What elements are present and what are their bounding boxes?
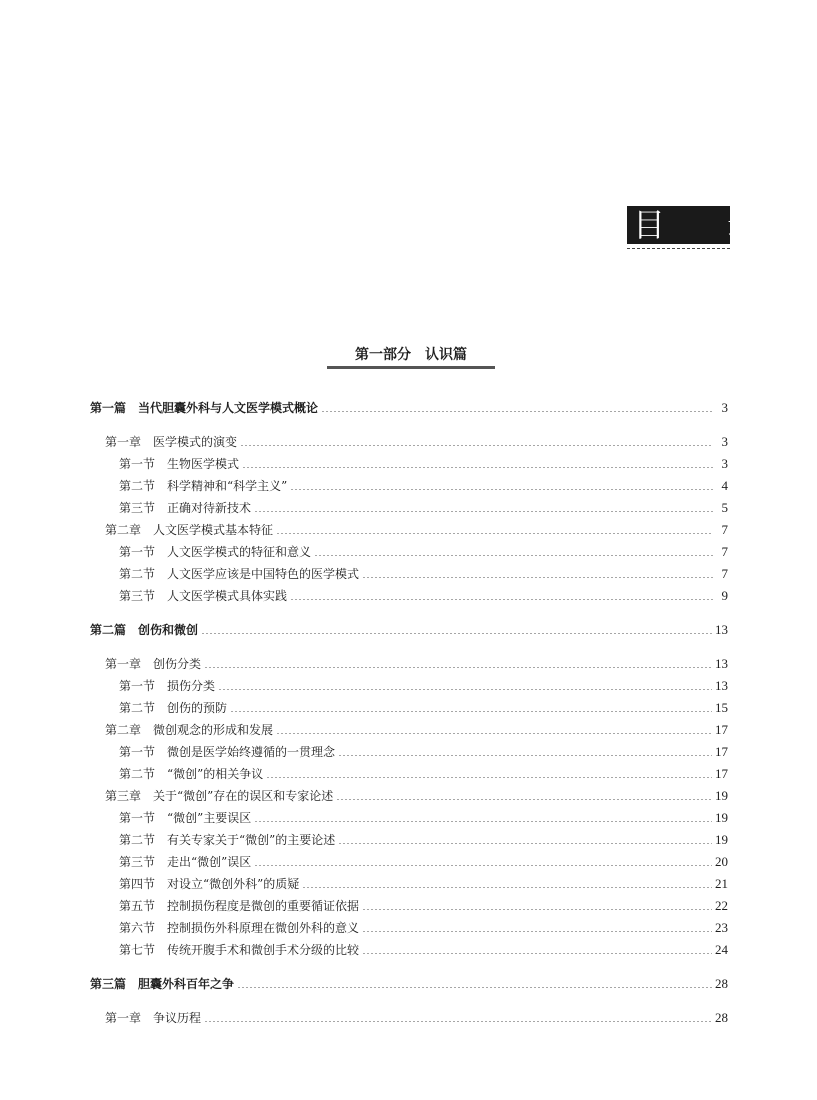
toc-entry[interactable] [90, 398, 728, 418]
toc-leader-dots [218, 689, 712, 690]
toc-entry[interactable] [90, 786, 728, 806]
part-title: 第一部分 认识篇 [355, 347, 467, 363]
toc-entry-label: 第三节 走出“微创”误区 [119, 855, 252, 869]
toc-leader-dots [362, 953, 712, 954]
toc-leader-dots [321, 411, 713, 412]
toc-entry-page: 20 [715, 854, 728, 869]
toc-entry-label: 第六节 控制损伤外科原理在微创外科的意义 [119, 921, 360, 935]
toc-leader-dots [338, 843, 712, 844]
toc-entry-label: 第二章 人文医学模式基本特征 [105, 523, 274, 537]
toc-entry[interactable] [90, 1008, 728, 1028]
toc-entry[interactable] [90, 432, 728, 452]
toc-entry-page: 7 [721, 544, 728, 559]
toc-entry-label: 第一章 争议历程 [105, 1011, 202, 1025]
toc-entry-label: 第二篇 创伤和微创 [90, 623, 199, 637]
toc-leader-dots [237, 987, 712, 988]
toc-entry[interactable] [90, 720, 728, 740]
toc-entry[interactable] [90, 874, 728, 894]
toc-leader-dots [314, 555, 713, 556]
toc-entry[interactable] [90, 808, 728, 828]
toc-entry-label: 第三篇 胆囊外科百年之争 [90, 977, 235, 991]
toc-entry[interactable] [90, 698, 728, 718]
toc-leader-dots [302, 887, 712, 888]
toc-entry[interactable] [90, 896, 728, 916]
toc-entry[interactable] [90, 564, 728, 584]
toc-leader-dots [254, 821, 712, 822]
toc-entry-page: 17 [715, 722, 728, 737]
part-underline [327, 366, 495, 369]
toc-entry[interactable] [90, 830, 728, 850]
toc-entry[interactable] [90, 654, 728, 674]
toc-entry-page: 28 [715, 1010, 728, 1025]
toc-leader-dots [338, 755, 712, 756]
toc-entry-label: 第二节 人文医学应该是中国特色的医学模式 [119, 567, 360, 581]
toc-entry-page: 15 [715, 700, 728, 715]
toc-entry-label: 第二节 创伤的预防 [119, 701, 228, 715]
toc-entry-page: 19 [715, 832, 728, 847]
toc-entry[interactable] [90, 542, 728, 562]
toc-leader-dots [204, 667, 712, 668]
toc-entry[interactable] [90, 620, 728, 640]
toc-entry[interactable] [90, 676, 728, 696]
toc-entry-page: 21 [715, 876, 728, 891]
toc-entry-page: 17 [715, 744, 728, 759]
toc-entry[interactable] [90, 586, 728, 606]
toc-entry-label: 第一节 损伤分类 [119, 679, 216, 693]
toc-entry[interactable] [90, 476, 728, 496]
toc-entry-label: 第二节 有关专家关于“微创”的主要论述 [119, 833, 336, 847]
toc-entry-page: 13 [715, 622, 728, 637]
toc-leader-dots [362, 931, 712, 932]
toc-title: 目 录 [627, 206, 730, 244]
toc-entry-label: 第三节 正确对待新技术 [119, 501, 252, 515]
toc-leader-dots [201, 633, 712, 634]
toc-entry-page: 24 [715, 942, 728, 957]
toc-leader-dots [276, 533, 713, 534]
toc-entry-label: 第一节 生物医学模式 [119, 457, 240, 471]
toc-leader-dots [254, 511, 713, 512]
toc-leader-dots [266, 777, 712, 778]
toc-entry-label: 第一章 创伤分类 [105, 657, 202, 671]
toc-entry-label: 第一篇 当代胆囊外科与人文医学模式概论 [90, 401, 319, 415]
toc-entry-label: 第二章 微创观念的形成和发展 [105, 723, 274, 737]
toc-entry-label: 第一节 人文医学模式的特征和意义 [119, 545, 312, 559]
toc-entry-label: 第一节 “微创”主要误区 [119, 811, 252, 825]
toc-entry-page: 7 [721, 522, 728, 537]
toc-entry-label: 第三节 人文医学模式具体实践 [119, 589, 288, 603]
toc-entry-page: 17 [715, 766, 728, 781]
toc-leader-dots [242, 467, 713, 468]
toc-entry[interactable] [90, 498, 728, 518]
toc-entry-page: 13 [715, 678, 728, 693]
toc-entry-page: 7 [721, 566, 728, 581]
toc-entry-label: 第二节 “微创”的相关争议 [119, 767, 264, 781]
toc-entry[interactable] [90, 852, 728, 872]
toc-entry[interactable] [90, 454, 728, 474]
toc-leader-dots [290, 599, 713, 600]
toc-entry[interactable] [90, 974, 728, 994]
toc-entry-page: 28 [715, 976, 728, 991]
toc-entry-label: 第二节 科学精神和“科学主义” [119, 479, 288, 493]
toc-entry-label: 第一章 医学模式的演变 [105, 435, 238, 449]
toc-leader-dots [336, 799, 712, 800]
toc-entry-label: 第五节 控制损伤程度是微创的重要循证依据 [119, 899, 360, 913]
toc-entry-page: 13 [715, 656, 728, 671]
toc-leader-dots [290, 489, 713, 490]
toc-entry-page: 3 [721, 456, 728, 471]
toc-entry[interactable] [90, 918, 728, 938]
toc-leader-dots [204, 1021, 712, 1022]
toc-entry[interactable] [90, 520, 728, 540]
toc-entry-label: 第四节 对设立“微创外科”的质疑 [119, 877, 300, 891]
toc-entry-page: 19 [715, 788, 728, 803]
toc-entry-page: 23 [715, 920, 728, 935]
toc-entry-page: 4 [721, 478, 728, 493]
toc-entry-page: 3 [721, 400, 728, 415]
toc-entry-page: 3 [721, 434, 728, 449]
toc-entry-page: 5 [721, 500, 728, 515]
toc-entry[interactable] [90, 742, 728, 762]
toc-entry[interactable] [90, 940, 728, 960]
toc-entry-page: 19 [715, 810, 728, 825]
toc-entry-label: 第三章 关于“微创”存在的误区和专家论述 [105, 789, 334, 803]
toc-entry-page: 9 [721, 588, 728, 603]
toc-entry[interactable] [90, 764, 728, 784]
toc-entry-label: 第七节 传统开腹手术和微创手术分级的比较 [119, 943, 360, 957]
toc-leader-dots [230, 711, 712, 712]
toc-leader-dots [254, 865, 712, 866]
toc-leader-dots [276, 733, 712, 734]
toc-entry-page: 22 [715, 898, 728, 913]
toc-leader-dots [240, 445, 713, 446]
toc-entry-label: 第一节 微创是医学始终遵循的一贯理念 [119, 745, 336, 759]
toc-leader-dots [362, 577, 713, 578]
title-underline [627, 248, 730, 249]
toc-leader-dots [362, 909, 712, 910]
